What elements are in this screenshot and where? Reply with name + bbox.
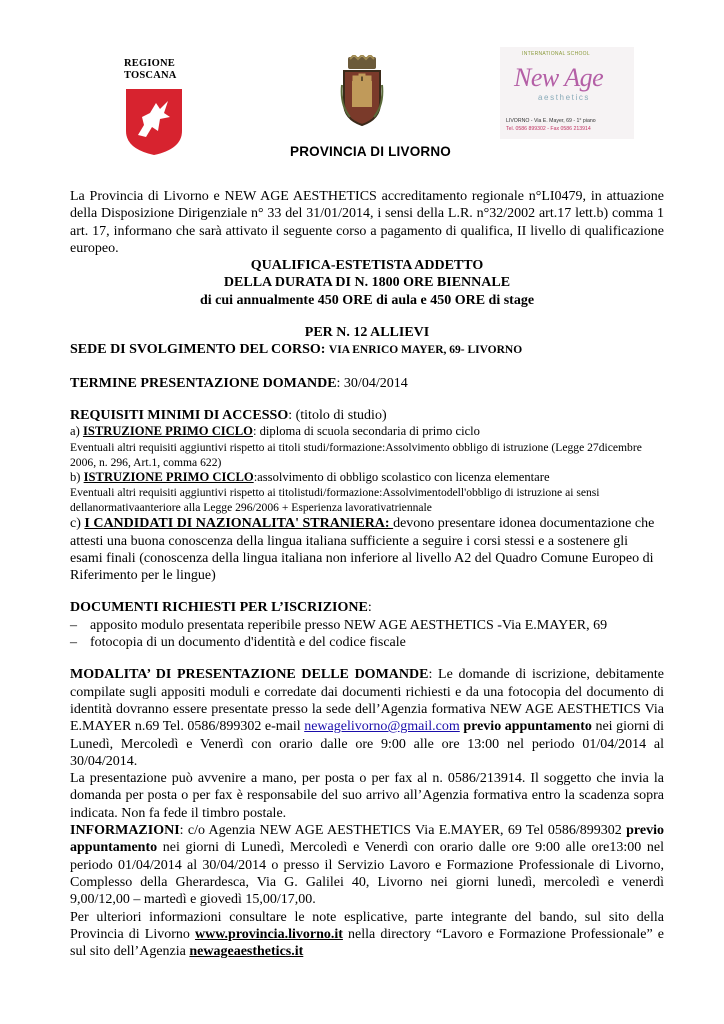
course-venue: SEDE DI SVOLGIMENTO DEL CORSO: VIA ENRICO MAYER, 69- LIVORNO — [70, 342, 523, 358]
pegasus-shield-icon — [124, 87, 184, 157]
course-students: PER N. 12 ALLIEVI — [304, 325, 430, 341]
course-duration: DELLA DURATA DI N. 1800 ORE BIENNALE — [223, 275, 511, 291]
requisito-b-note: Eventuali altri requisiti aggiuntivi rispetto ai titolistudi/formazione:Assolvimentodell'obbligo di istruzione ai sensi dellanormativaanteriore alla Legge 296/2006 + Esperienza lavorativatriennale — [70, 486, 600, 515]
informazioni-paragraph: INFORMAZIONI: c/o Agenzia NEW AGE AESTHETICS Via E.MAYER, 69 Tel 0586/899302 previo appuntamento nei giorni di Lunedì, Mercoledì e Venerdì con orario dalle ore 9:00 alle ore13:00 nel periodo 01/04/2014 al 30/04/2014 o presso il Servizio Lavoro e Formazione Professionale di Livorno, Complesso della Gherardesca, Via G. Galilei 40, Livorno nei giorni lunedì, mercoledì e venerdì 9,00/12,00 – martedì e giovedì 15,00/17,00. — [70, 823, 664, 908]
document-body — [70, 188, 664, 960]
requisiti-heading: REQUISITI MINIMI DI ACCESSO: (titolo di studio) — [70, 407, 387, 423]
documenti-item: – apposito modulo presentata reperibile presso NEW AGE AESTHETICS -Via E.MAYER, 69 — [70, 617, 608, 633]
documenti-heading: DOCUMENTI RICHIESTI PER L’ISCRIZIONE: — [70, 600, 372, 616]
new-age-aesthetics-logo — [500, 47, 634, 139]
ulteriori-paragraph: Per ulteriori informazioni consultare le note esplicative, parte integrante del bando, sul sito della Provincia di Livorno www.provincia.livorno.it nella directory “Lavoro e Formazione Professionale” e sul sito dell’Agenzia newageaesthetics.it — [70, 909, 664, 960]
deadline: TERMINE PRESENTAZIONE DOMANDE: 30/04/2014 — [70, 375, 408, 391]
modalita-paragraph: MODALITA’ DI PRESENTAZIONE DELLE DOMANDE: Le domande di iscrizione, debitamente compilate sugli appositi moduli e corredate dai documenti richiesti e da una fotocopia del documento di identità dovranno essere presentate presso la sede dell’Agenzia formativa NEW AGE AESTHETICS Via E.MAYER n.69 Tel. 0586/899302 e-mail newagelivorno@gmail.com previo appuntamento nei giorni di Lunedì, Mercoledì e Venerdì con orario dalle ore 9:00 alle ore 13:00 nel periodo 01/04/2014 al 30/04/2014. — [70, 667, 665, 769]
requisito-a: a) ISTRUZIONE PRIMO CICLO: diploma di scuola secondaria di primo ciclo — [70, 424, 480, 439]
presentazione-paragraph: La presentazione può avvenire a mano, per posta o per fax al n. 0586/213914. Il soggetto che invia la domanda per posta o per fax è responsabile del suo arrivo all’Agenzia formativa entro la scadenza sopra indicata. Non fa fede il timbro postale. — [70, 771, 664, 821]
email-link[interactable]: newagelivorno@gmail.com — [304, 719, 460, 735]
course-hours: di cui annualmente 450 ORE di aula e 450 ORE di stage — [199, 292, 535, 308]
page-heading: PROVINCIA DI LIVORNO — [290, 144, 452, 159]
requisito-b: b) ISTRUZIONE PRIMO CICLO:assolvimento di obbligo scolastico con licenza elementare — [70, 469, 550, 484]
newage-tel: Tel. 0586 899302 - Fax 0586 213914 — [506, 126, 591, 132]
course-title: QUALIFICA-ESTETISTA ADDETTO — [250, 258, 484, 274]
newage-school-label: INTERNATIONAL SCHOOL — [522, 51, 590, 57]
newage-address: LIVORNO - Via E. Mayer, 69 - 1° piano — [506, 118, 596, 124]
agency-site-link[interactable]: newageaesthetics.it — [189, 944, 304, 960]
livorno-coat-of-arms-icon — [340, 55, 384, 132]
regione-toscana-label: REGIONE TOSCANA — [124, 58, 177, 81]
intro-paragraph: La Provincia di Livorno e NEW AGE AESTHETICS accreditamento regionale n°LI0479, in attuazione della Disposizione Dirigenziale n° 33 del 31/01/2014, i sensi della L.R. n°32/2002 art.17 lett.b) comma 1 art. 17, informano che sarà attivato il seguente corso a pagamento di qualifica, II livello di qualificazione europeo. — [70, 189, 664, 256]
requisito-c: c) I CANDIDATI DI NAZIONALITA' STRANIERA: devono presentare idonea documentazione che attesti una buona conoscenza della lingua italiana sufficiente a seguire i corsi stessi e a sostenere gli esami finali (conoscenza della lingua italiana non inferiore al livello A2 del Quadro Comune Europeo di Riferimento per le lingue) — [70, 516, 655, 584]
documenti-item: – fotocopia di un documento d'identità e del codice fiscale — [70, 635, 406, 651]
provincia-site-link[interactable]: www.provincia.livorno.it — [194, 926, 343, 942]
newage-sub: aesthetics — [538, 93, 591, 102]
newage-name: New Age — [514, 63, 604, 92]
regione-toscana-logo — [118, 58, 190, 157]
requisito-a-note: Eventuali altri requisiti aggiuntivi rispetto ai titoli studi/formazione:Assolvimento obbligo di istruzione (Legge 27dicembre 2006, n. 296, Art.1, comma 622) — [70, 440, 642, 469]
